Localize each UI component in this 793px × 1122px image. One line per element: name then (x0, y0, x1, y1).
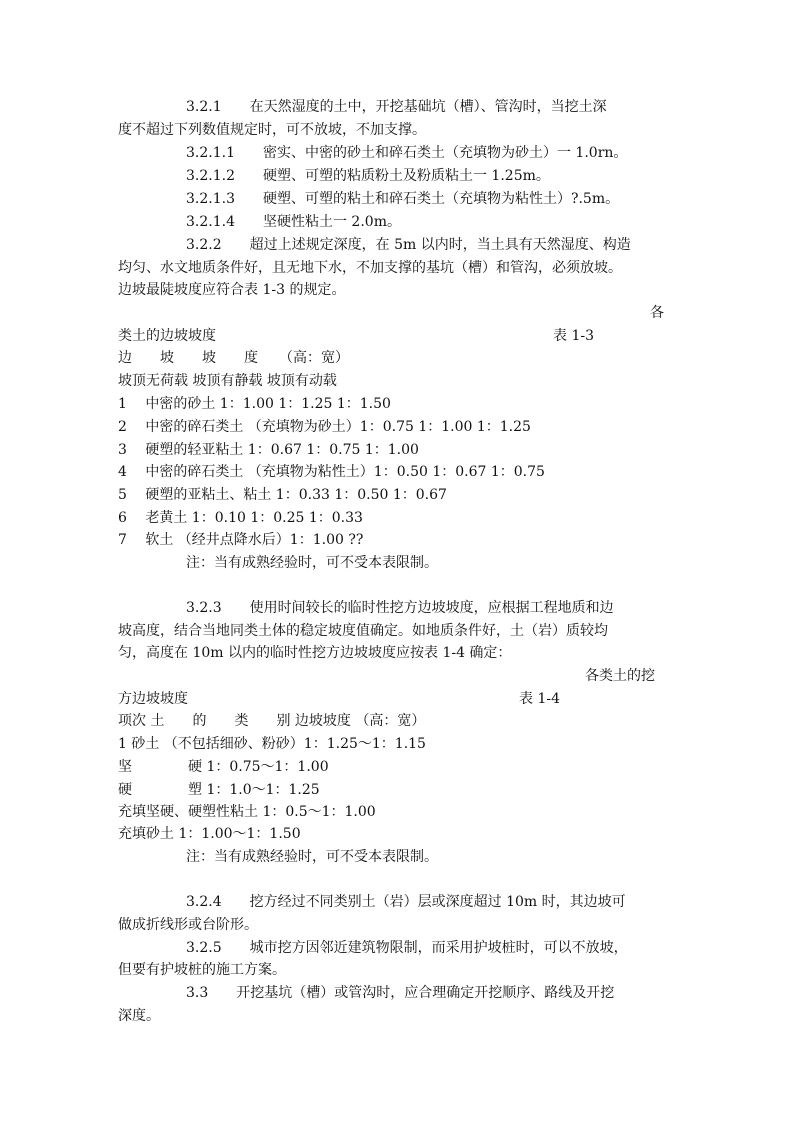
clause-3-2-1-4: 3.2.1.4 坚硬性粘土一 2.0m。 (186, 214, 401, 230)
paragraph-line: 匀，高度在 10m 以内的临时性挖方边坡坡度应按表 1-4 确定： (118, 645, 512, 661)
table-header: 边 坡 坡 度 （高：宽） (118, 350, 349, 366)
paragraph-line: 但要有护坡桩的施工方案。 (118, 962, 286, 978)
table-note: 注：当有成熟经验时，可不受本表限制。 (186, 849, 438, 865)
clause-3-2-1-3: 3.2.1.3 硬塑、可塑的粘土和碎石类土（充填物为粘性土）?.5m。 (186, 191, 620, 207)
table-row: 1 中密的砂土 1：1.00 1：1.25 1：1.50 (118, 396, 391, 412)
paragraph-line: 坡高度，结合当地同类土体的稳定坡度值确定。如地质条件好，土（岩）质较均 (118, 623, 608, 639)
table-caption-part: 各 (650, 305, 664, 321)
table-note: 注：当有成熟经验时，可不受本表限制。 (186, 555, 438, 571)
table-row: 5 硬塑的亚粘土、粘土 1：0.33 1：0.50 1：0.67 (118, 487, 447, 503)
clause-3-2-1-1: 3.2.1.1 密实、中密的砂土和碎石类土（充填物为砂土）一 1.0rn。 (186, 145, 628, 161)
paragraph-line: 边坡最陡坡度应符合表 1-3 的规定。 (118, 282, 346, 298)
table-row: 硬 塑 1：1.0～1：1.25 (118, 782, 320, 798)
table-row: 4 中密的碎石类土 （充填物为粘性土）1：0.50 1：0.67 1：0.75 (118, 464, 545, 480)
table-header: 坡顶无荷载 坡顶有静载 坡顶有动载 (118, 373, 337, 389)
paragraph-line: 度不超过下列数值规定时，可不放坡，不加支撑。 (118, 122, 426, 138)
paragraph-line: 做成折线形或台阶形。 (118, 917, 258, 933)
clause-3-2-1-2: 3.2.1.2 硬塑、可塑的粘质粉土及粉质粘土一 1.25m。 (186, 168, 550, 184)
table-row: 7 软土 （经井点降水后）1：1.00 ?? (118, 532, 364, 548)
paragraph-line: 均匀、水文地质条件好，且无地下水，不加支撑的基坑（槽）和管沟，必须放坡。 (118, 260, 622, 276)
paragraph-3-2-5: 3.2.5 城市挖方因邻近建筑物限制，而采用护坡桩时，可以不放坡， (186, 940, 628, 956)
table-caption-part: 各类土的挖 (585, 668, 655, 684)
table-header: 项次 土 的 类 别 边坡坡度 （高：宽） (118, 713, 426, 729)
paragraph-3-3: 3.3 开挖基坑（槽）或管沟时，应合理确定开挖顺序、路线及开挖 (186, 985, 615, 1001)
paragraph-3-2-1: 3.2.1 在天然湿度的土中，开挖基础坑（槽）、管沟时，当挖土深 (186, 99, 607, 115)
table-caption: 方边坡坡度 (118, 691, 188, 707)
table-row: 6 老黄土 1：0.10 1：0.25 1：0.33 (118, 510, 363, 526)
paragraph-3-2-2: 3.2.2 超过上述规定深度，在 5m 以内时，当土具有天然湿度、构造 (186, 237, 631, 253)
paragraph-line: 深度。 (118, 1008, 160, 1024)
table-row: 充填坚硬、硬塑性粘土 1：0.5～1：1.00 (118, 804, 376, 820)
paragraph-3-2-3: 3.2.3 使用时间较长的临时性挖方边坡坡度，应根据工程地质和边 (186, 600, 614, 616)
paragraph-3-2-4: 3.2.4 挖方经过不同类别土（岩）层或深度超过 10m 时，其边坡可 (186, 894, 626, 910)
table-number: 表 1-4 (519, 691, 560, 707)
table-caption: 类土的边坡坡度 (118, 328, 216, 344)
table-row: 2 中密的碎石类土 （充填物为砂土）1：0.75 1：1.00 1：1.25 (118, 419, 531, 435)
table-row: 坚 硬 1：0.75～1：1.00 (118, 759, 329, 775)
table-number: 表 1-3 (553, 328, 594, 344)
table-row: 1 砂土 （不包括细砂、粉砂）1：1.25～1：1.15 (118, 736, 426, 752)
table-row: 充填砂土 1：1.00～1：1.50 (118, 826, 301, 842)
table-row: 3 硬塑的轻亚粘土 1：0.67 1：0.75 1：1.00 (118, 442, 419, 458)
